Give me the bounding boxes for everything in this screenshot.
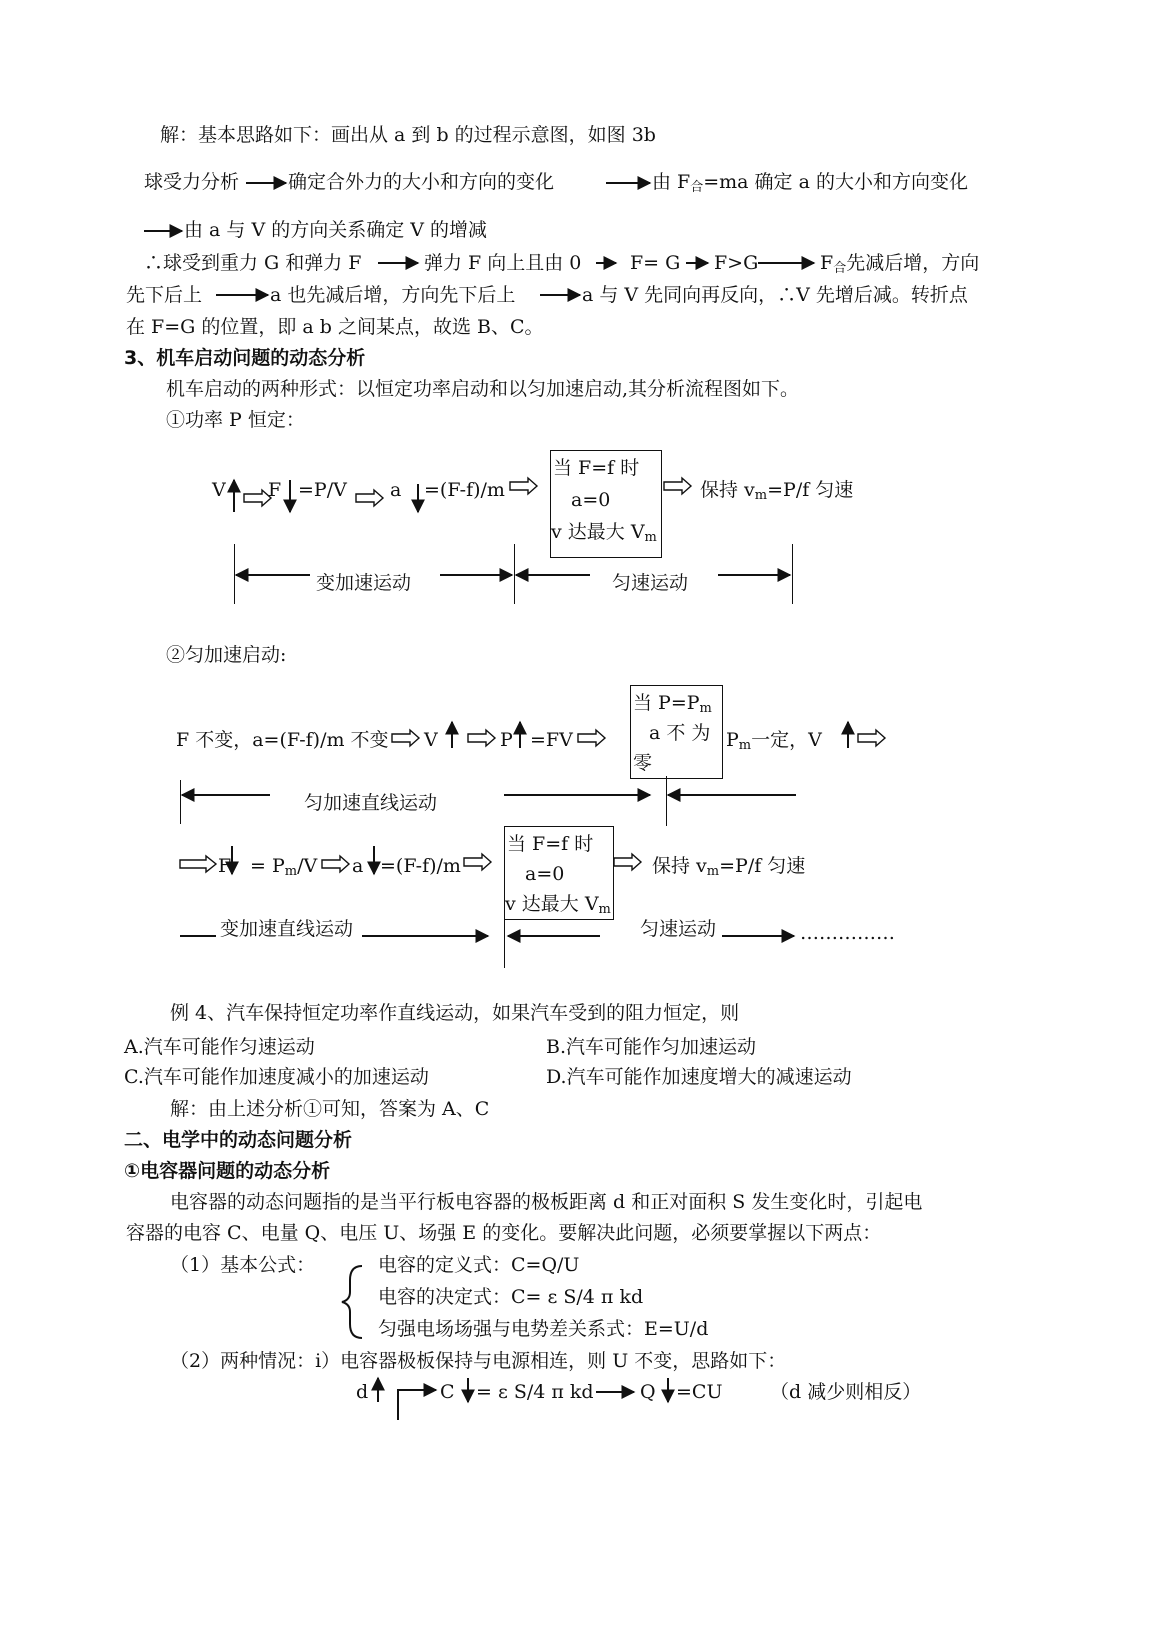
flow-1-step-a: 球受力分析 [144,171,240,193]
example-4-answer: 解：由上述分析①可知，答案为 A、C [170,1098,490,1120]
d2-box2-line-2: a=0 [525,863,565,885]
formula-definition: 电容的定义式：C=Q/U [378,1254,580,1276]
d2-keep: 保持 $v_m=P/f$ 匀速 [652,855,806,879]
d2-span-1: 匀加速直线运动 [304,792,438,814]
part-2-para-2: 容器的电容 C、电量 Q、电压 U、场强 E 的变化。要解决此问题，必须要掌握以下两点： [126,1222,882,1244]
implies-arrow-icon [244,490,271,506]
d1-f: F [268,479,282,501]
d2-box1-line-2: a 不 为 [649,722,711,744]
implies-arrows [180,478,885,872]
cap-q: Q [640,1381,656,1403]
part-2-para-1: 电容器的动态问题指的是当平行板电容器的极板距离 d 和正对面积 S 发生变化时，引起电 [170,1191,923,1213]
flow-2: 由 a 与 V 的方向关系确定 V 的增减 [184,219,488,241]
d2-r2-eq: = $P_m/V$ [250,855,318,879]
implies-arrow-icon [464,854,491,870]
analysis-line-3c: F= G [630,252,681,274]
d2-r1-v: V [424,729,438,751]
implies-arrow-icon [468,730,495,746]
section-3-desc: 机车启动的两种形式：以恒定功率启动和以匀加速启动,其分析流程图如下。 [166,378,800,400]
analysis-line-4b: a 也先减后增，方向先下后上 [270,284,516,306]
analysis-line-3b: 弹力 F 向上且由 0 [424,252,582,274]
d1-box-line-2: a=0 [571,489,611,511]
d2-r1-text: F 不变，a=(F-f)/m 不变 [176,729,389,751]
d2-r2-eq2: =(F-f)/m [380,855,461,877]
d2-r1-p: P [500,729,513,751]
formula-determination: 电容的决定式：C= ε S/4 π kd [378,1286,644,1308]
d2-span-2: 变加速直线运动 [220,918,354,940]
d1-eq: =(F-f)/m [424,479,505,501]
implies-arrow-icon [614,854,641,870]
d1-keep: 保持 $v_m=P/f$ 匀速 [700,479,854,503]
example-4-option-b: B.汽车可能作匀加速运动 [546,1036,757,1058]
analysis-line-3a: ∴球受到重力 G 和弹力 F [144,252,362,274]
d2-pm: $P_m$一定，V [726,729,822,753]
d2-box1-line-1: 当 $P=P_m$ [633,692,712,716]
analysis-line-5: 在 F=G 的位置，即 a b 之间某点，故选 B、C。 [126,316,544,338]
d1-box-line-3: v 达最大 $V_m$ [551,521,657,545]
d1-pv: =P/V [298,479,347,501]
section-3-title: 3、机车启动问题的动态分析 [124,347,366,369]
analysis-line-3d: F>G [714,252,759,274]
d1-box-line-1: 当 F=f 时 [553,457,640,479]
cap-q-eq: =CU [676,1381,723,1403]
implies-arrow-icon [322,856,349,872]
two-cases-heading: （2）两种情况：i）电容器极板保持与电源相连，则 U 不变，思路如下： [170,1350,787,1372]
implies-arrow-icon [392,730,419,746]
d2-dots: …………… [800,922,895,944]
implies-arrow-icon [858,730,885,746]
d1-span-2: 匀速运动 [612,572,689,594]
implies-arrow-icon [510,478,537,494]
formula-field: 匀强电场场强与电势差关系式：E=U/d [378,1318,709,1340]
analysis-line-4c: a 与 V 先同向再反向，∴V 先增后减。转折点 [582,284,968,306]
part-2-title: 二、电学中的动态问题分析 [124,1129,353,1151]
example-4-question: 例 4、汽车保持恒定功率作直线运动，如果汽车受到的阻力恒定，则 [170,1002,740,1024]
d1-v: V [212,479,226,501]
d2-span-3: 匀速运动 [640,918,717,940]
arrow-bend-icon [398,1390,436,1420]
case-1-heading: ①功率 P 恒定： [166,409,305,431]
cap-c: C [440,1381,455,1403]
cap-note: （d 减少则相反） [770,1381,922,1403]
d1-span-1: 变加速运动 [316,572,412,594]
d2-box2-line-1: 当 F=f 时 [507,833,594,855]
intro-line-1: 解：基本思路如下：画出从 a 到 b 的过程示意图，如图 3b [160,124,656,146]
example-4-option-a: A.汽车可能作匀速运动 [124,1036,315,1058]
d2-box2-line-3: v 达最大 $V_m$ [505,893,611,917]
brace-icon [342,1266,362,1338]
d2-box1-line-3: 零 [633,752,653,774]
cap-d: d [356,1381,369,1403]
cap-c-eq: = ε S/4 π kd [476,1381,594,1403]
implies-arrow-icon [356,490,383,506]
case-2-heading: ②匀加速启动: [166,644,287,666]
d2-r1-fv: =FV [530,729,573,751]
implies-arrow-icon [664,478,691,494]
implies-arrow-icon [578,730,605,746]
part-2-subtitle: ①电容器问题的动态分析 [124,1160,331,1182]
analysis-line-3e: $F_合$先减后增，方向 [820,252,980,276]
flow-1-step-b: 确定合外力的大小和方向的变化 [288,171,555,193]
d2-r2-a: a [352,855,364,877]
flow-1-step-c: 由 $F_合=ma$ 确定 a 的大小和方向变化 [652,171,968,195]
analysis-line-4a: 先下后上 [126,284,203,306]
d1-a: a [390,479,402,501]
implies-arrow-icon [180,856,216,872]
example-4-option-d: D.汽车可能作加速度增大的减速运动 [546,1066,852,1088]
formula-heading: （1）基本公式： [170,1254,316,1276]
d2-r2-f: F [218,855,232,877]
example-4-option-c: C.汽车可能作加速度减小的加速运动 [124,1066,429,1088]
